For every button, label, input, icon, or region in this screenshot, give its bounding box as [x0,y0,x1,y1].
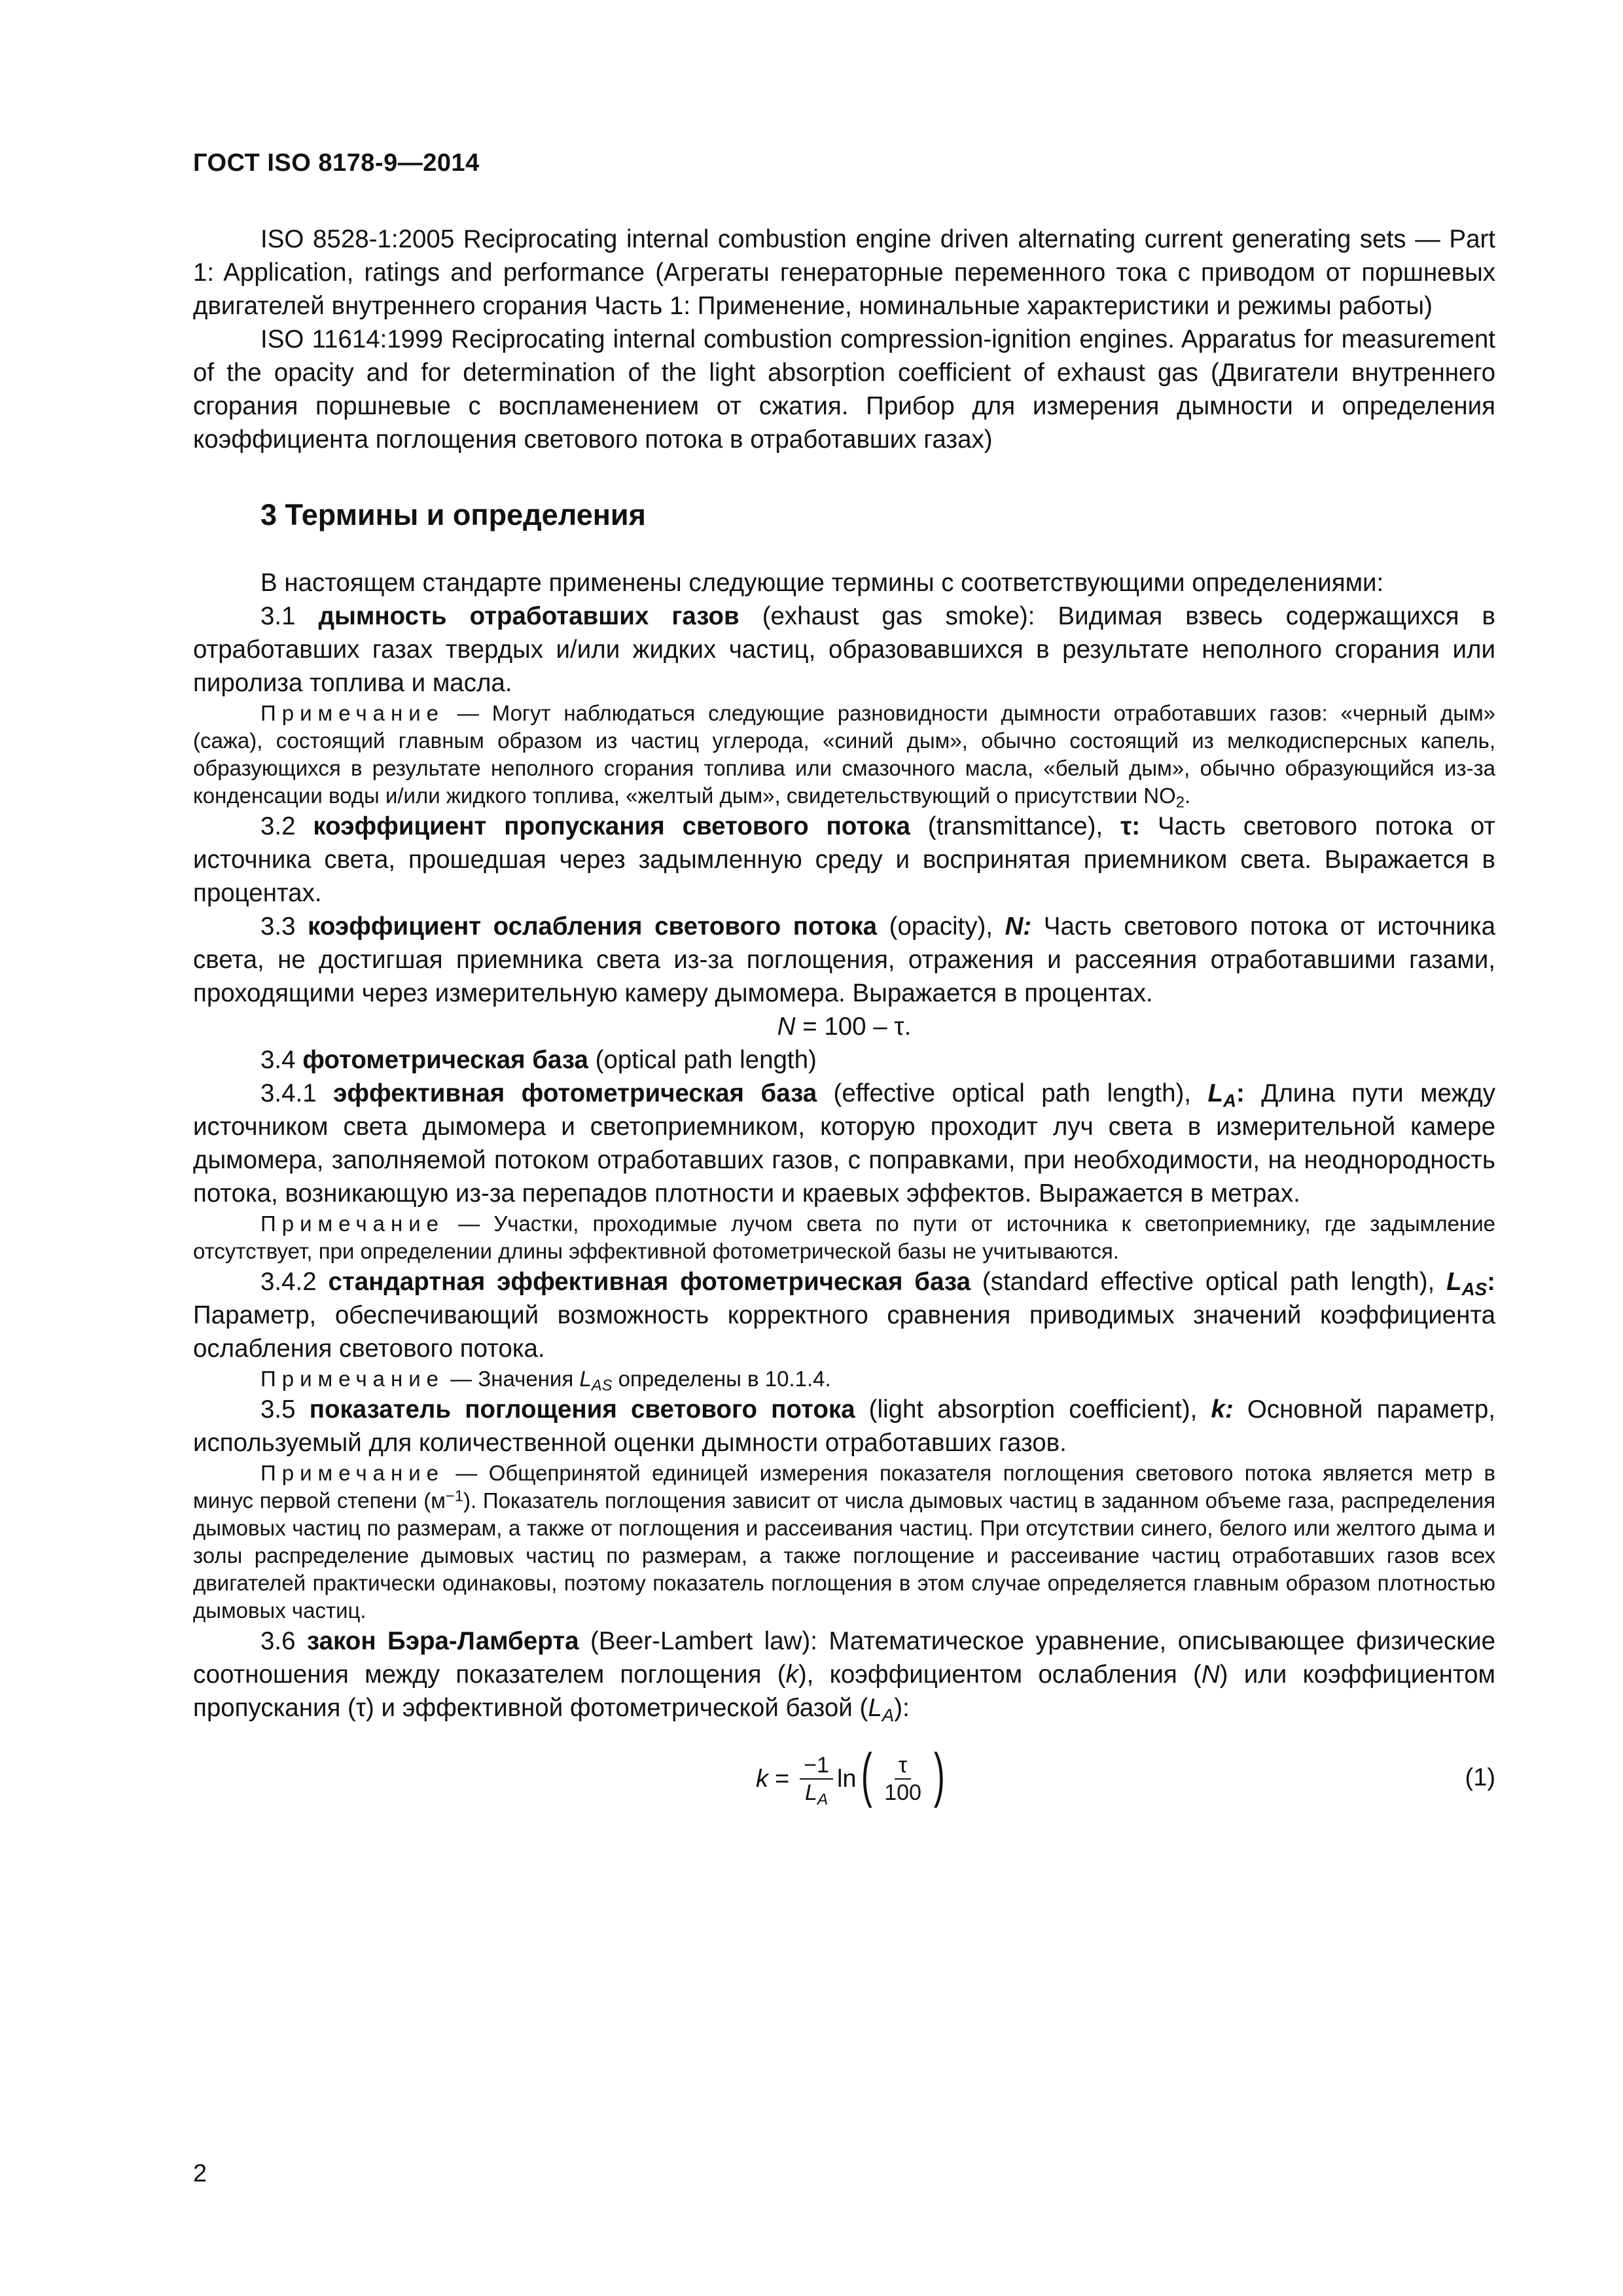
term-name: закон Бэра-Ламберта [307,1627,579,1655]
term-symbol-sub: AS [1461,1278,1488,1299]
equation-body [756,1743,950,1815]
term-3-4-1 [193,1077,1495,1210]
equation-lhs: N [777,1013,796,1041]
inner-denominator: 100 [884,1780,921,1805]
note-formula: NO [1143,783,1176,808]
symbol-la-sub: A [882,1704,895,1725]
symbol-k: k [785,1660,798,1689]
note-post: ). Показатель поглощения зависит от числа дымовых частиц в заданном объеме газа, распределения дымовых частиц по размерам, а также от поглощения и рассеивания частиц. При отсутствии синего, белого или желтого дыма и золы распределение дымовых частиц по размерам, а также поглощение и рассеивание частиц отработавших газов всех двигателей практически одинаковы, поэтому показатель поглощения в этом случае определяется главным образом плотностью дымовых частиц. [193,1488,1495,1623]
document-header: ГОСТ ISO 8178-9—2014 [193,149,480,177]
note-symbol-sub: AS [591,1376,613,1395]
term-english: (transmittance), [910,812,1121,840]
term-number: 3.6 [260,1627,296,1655]
term-number: 3.3 [260,912,296,941]
equation-opacity [193,1010,1495,1043]
term-3-4-2 [193,1265,1495,1365]
note-formula-sub: 2 [1175,793,1185,812]
note-label: Примечание [260,701,445,725]
term-name: эффективная фотометрическая база [333,1079,817,1107]
term-definition: Длина пути между источником света дымомера и светоприемником, которую проходит луч света в измерительной камере дымомера, заполняемой потоком отработавших газов, с поправками, при необходимости, на неоднородность потока, возникающую из-за перепадов плотности и краевых эффектов. Выражается в метрах. [193,1079,1496,1208]
term-symbol: L [1207,1079,1223,1107]
fraction-outer [800,1752,833,1806]
right-paren: ) [933,1742,945,1808]
term-3-2 [193,810,1495,910]
term-name: дымность отработавших газов [318,602,740,630]
note-post: определены в 10.1.4. [612,1367,831,1391]
term-english: (light absorption coefficient), [855,1395,1211,1424]
term-english: (effective optical path length), [817,1079,1208,1107]
reference-iso-11614: ISO 11614:1999 Reciprocating internal combustion compression-ignition engines. Apparatus for measurement of the opacity and for determination of the light absorption coefficient of exhaust gas (Двигатели внутреннего сгорания поршневые с воспламенением от сжатия. Прибор для измерения дымности и определения коэффициента поглощения светового потока в отработавших газах) [193,325,1495,454]
term-definition-b: ), коэффициентом ослабления ( [798,1660,1202,1689]
equation-lhs: k [756,1765,768,1793]
term-english: (Beer-Lambert law): [579,1627,829,1655]
ln-function: ln [836,1765,857,1793]
term-definition-a: Математическое уравнение, описывающее физические соотношения между показателем поглощения ( [193,1627,1496,1689]
term-definition: Параметр, обеспечивающий возможность корректного сравнения приводимых значений коэффициента ослабления светового потока. [193,1301,1495,1363]
note-pre: — Общепринятой единицей измерения показателя поглощения светового потока является метр в минус первой степени (м [193,1461,1495,1513]
term-number: 3.1 [260,602,296,630]
term-definition-d: ): [894,1694,910,1722]
note-3-4-1 [193,1210,1495,1265]
term-number: 3.4.2 [260,1268,317,1296]
term-number: 3.4.1 [260,1079,317,1107]
fraction-denominator [801,1780,832,1806]
document-body [193,223,1495,1815]
term-number: 3.2 [260,812,296,840]
term-name: показатель поглощения светового потока [309,1395,855,1424]
term-name: фотометрическая база [302,1046,588,1074]
term-symbol: N: [1005,912,1032,941]
note-sup: −1 [445,1487,464,1505]
inner-numerator: τ [895,1752,911,1780]
page-number: 2 [193,2160,207,2187]
note-text: — Могут наблюдаться следующие разновидности дымности отработавших газов: «черный дым» (сажа), состоящий главным образом из частиц углерода, «синий дым», обычно состоящий из мелкодисперсных капель, образующихся в результате неполного сгорания топлива или смазочного масла, «белый дым», обычно образующийся из-за конденсации воды и/или жидкого топлива, «желтый дым», свидетельствующий о присутствии [193,701,1495,808]
note-label: Примечание [260,1367,445,1391]
term-colon: : [1236,1079,1245,1107]
term-3-1 [193,600,1495,700]
term-name: коэффициент пропускания светового потока [313,812,910,840]
note-text: — Участки, проходимые лучом света по пути от источника к светоприемнику, где задымление отсутствует, при определении длины эффективной фотометрической базы не учитываются. [193,1211,1495,1263]
term-symbol-sub: A [1222,1090,1236,1111]
note-3-4-2 [193,1365,1495,1393]
term-3-3 [193,910,1495,1010]
term-symbol: τ: [1120,812,1141,840]
section-intro: В настоящем стандарте применены следующие термины с соответствующими определениями: [260,569,1384,597]
denominator-sub: A [817,1790,829,1808]
fraction-numerator: −1 [800,1752,833,1780]
reference-iso-8528: ISO 8528-1:2005 Reciprocating internal combustion engine driven alternating current generating sets — Part 1: Application, ratings and performance (Агрегаты генераторные переменного тока с приводом от поршневых двигателей внутреннего сгорания Часть 1: Применение, номинальные характеристики и режимы работы) [193,225,1495,320]
symbol-la: L [868,1694,882,1722]
term-3-5 [193,1393,1495,1460]
term-symbol: k: [1211,1395,1234,1424]
section-title: 3 Термины и определения [260,498,646,531]
note-end: . [1184,783,1191,808]
term-definition: Основной параметр, используемый для количественной оценки дымности отработавших газов. [193,1395,1495,1457]
symbol-n: N [1201,1660,1220,1689]
fraction-inner [880,1752,925,1806]
note-pre: — Значения [444,1367,580,1391]
denominator-symbol: L [804,1780,817,1805]
term-definition: Часть светового потока от источника света, прошедшая через задымленную среду и воспринятая приемником света. Выражается в процентах. [193,812,1496,907]
term-definition: Видимая взвесь содержащихся в отработавших газах твердых и/или жидких частиц, образовавшихся в результате неполного сгорания или пиролиза топлива и масла. [193,602,1495,697]
term-name: коэффициент ослабления светового потока [308,912,878,941]
note-3-5 [193,1460,1495,1624]
left-paren: ( [861,1742,872,1808]
term-number: 3.4 [260,1046,296,1074]
term-name: стандартная эффективная фотометрическая база [328,1268,971,1296]
note-3-1 [193,700,1495,810]
note-label: Примечание [260,1211,445,1236]
term-3-6 [193,1624,1495,1725]
equation-rhs: = 100 – τ. [795,1013,912,1041]
equals-sign: = [775,1765,790,1793]
term-colon: : [1487,1268,1495,1296]
equation-number: (1) [1465,1764,1495,1791]
term-english: (opacity), [877,912,1005,941]
term-3-4 [193,1043,1495,1077]
term-definition-c: ) или коэффициентом пропускания (τ) и эффективной фотометрической базой ( [193,1660,1495,1722]
note-label: Примечание [260,1461,445,1485]
term-number: 3.5 [260,1395,296,1424]
term-english: (exhaust gas smoke): [739,602,1058,630]
term-symbol: L [1446,1268,1462,1296]
term-english: (standard effective optical path length), [971,1268,1447,1296]
term-english: (optical path length) [588,1046,817,1074]
note-symbol: L [579,1367,592,1391]
equation-beer-lambert [193,1743,1495,1815]
term-definition: Часть светового потока от источника света, не достигшая приемника света из-за поглощения, отражения и рассеяния отработавшими газами, проходящими через измерительную камеру дымомера. Выражается в процентах. [193,912,1495,1007]
